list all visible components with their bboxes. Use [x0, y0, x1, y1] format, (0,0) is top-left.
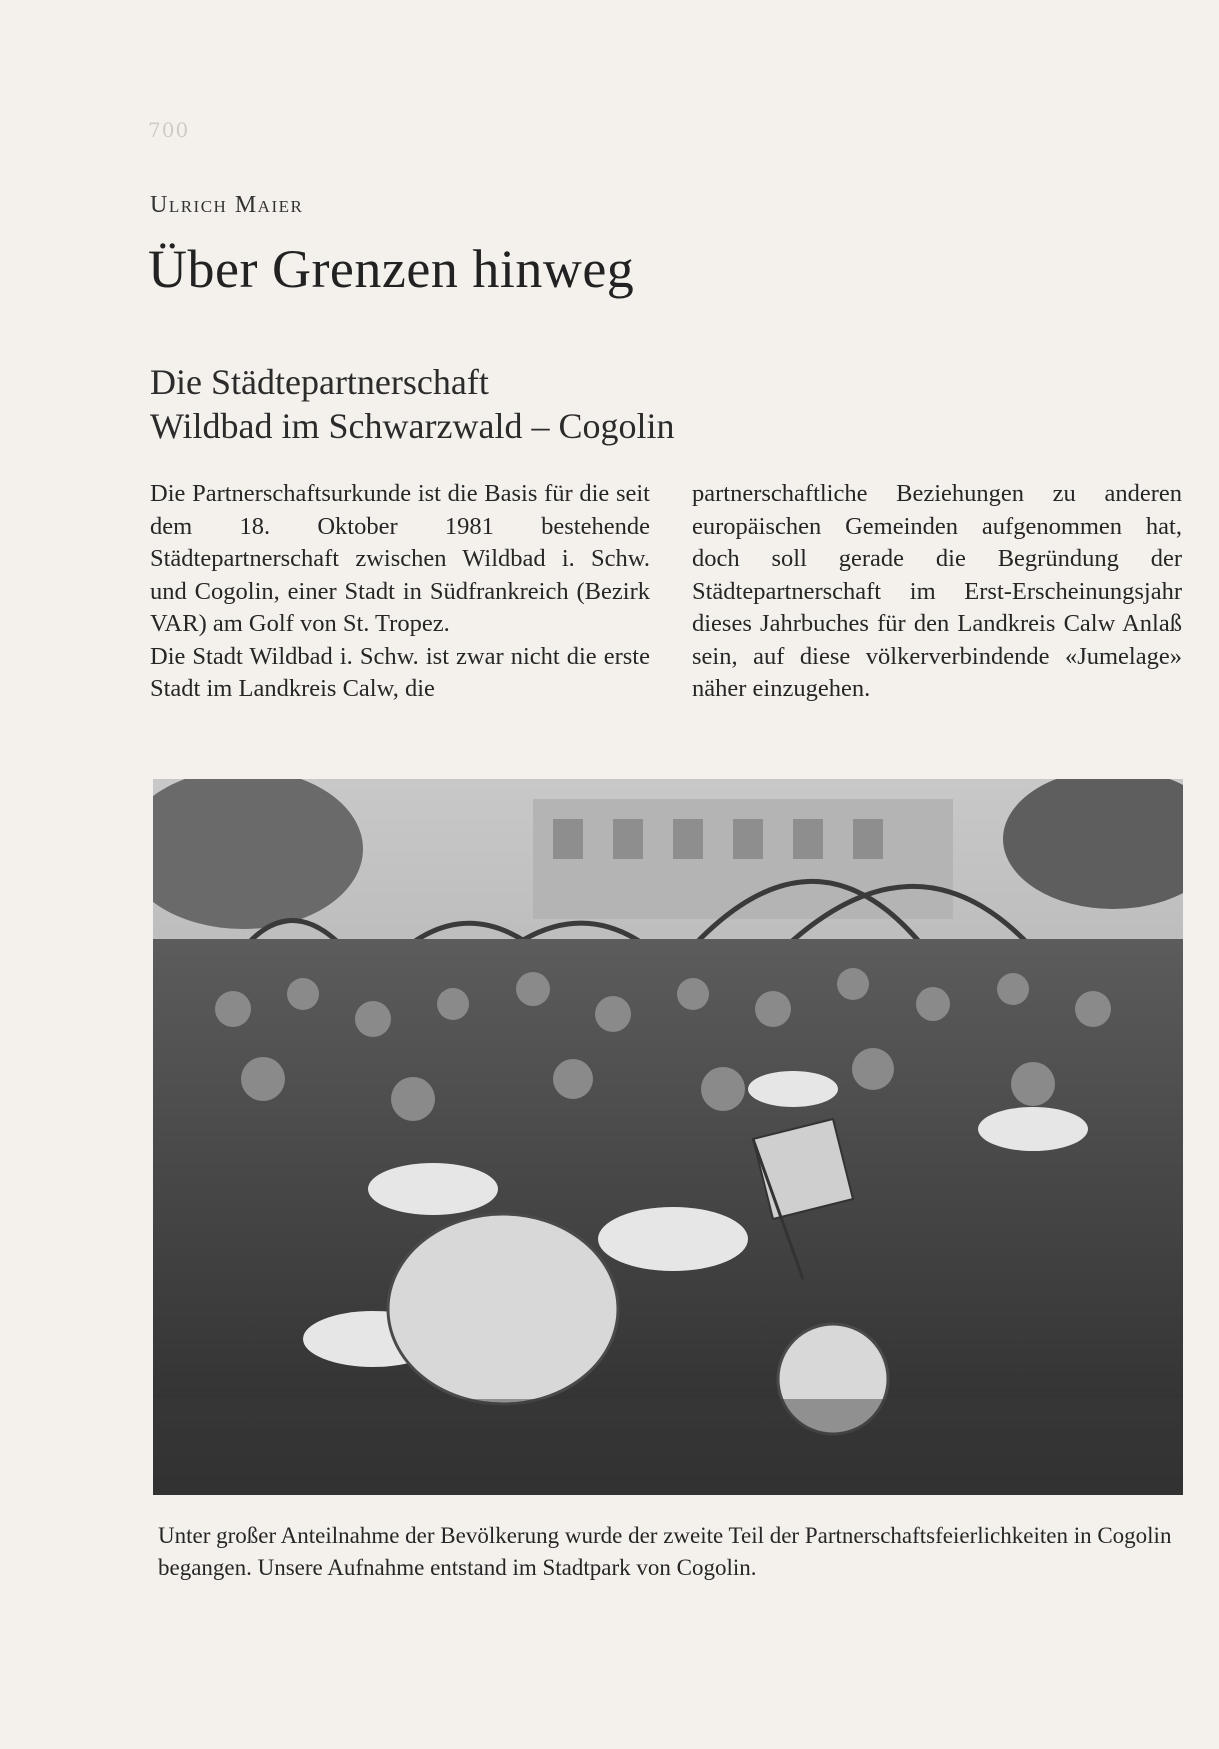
subtitle-line-2: Wildbad im Schwarzwald – Cogolin	[150, 406, 675, 446]
photograph-cogolin-park-celebration	[153, 779, 1183, 1495]
photo-caption: Unter großer Anteilnahme der Bevölkerung wurde der zweite Teil der Partnerschaftsfeierlichkeiten in Cogolin begangen. Unsere Aufnahme entstand im Stadtpark von Cogolin.	[158, 1523, 1172, 1580]
subtitle-line-1: Die Städtepartnerschaft	[150, 362, 489, 402]
author-name: Ulrich Maier	[150, 192, 304, 218]
page-number: 700	[148, 118, 190, 142]
text-column-left	[150, 478, 650, 706]
article-title: Über Grenzen hinweg	[148, 239, 635, 299]
paragraph: partnerschaftliche Beziehungen zu anderen europäischen Gemeinden aufgenommen hat, doch soll gerade die Begründung der Städtepartnerschaft im Erst-Erscheinungsjahr dieses Jahrbuches für den Landkreis Calw Anlaß sein, auf diese völkerverbindende «Jumelage» näher einzugehen.	[692, 480, 1182, 702]
article-subtitle	[150, 360, 674, 448]
text-column-right	[692, 478, 1182, 706]
paragraph: Die Stadt Wildbad i. Schw. ist zwar nicht die erste Stadt im Landkreis Calw, die	[150, 642, 650, 702]
paragraph: Die Partnerschaftsurkunde ist die Basis für die seit dem 18. Oktober 1981 bestehende Städtepartnerschaft zwischen Wildbad i. Schw. und Cogolin, einer Stadt in Südfrankreich (Bezirk VAR) am Golf von St. Tropez.	[150, 480, 650, 637]
photo-illustration	[153, 779, 1183, 1495]
